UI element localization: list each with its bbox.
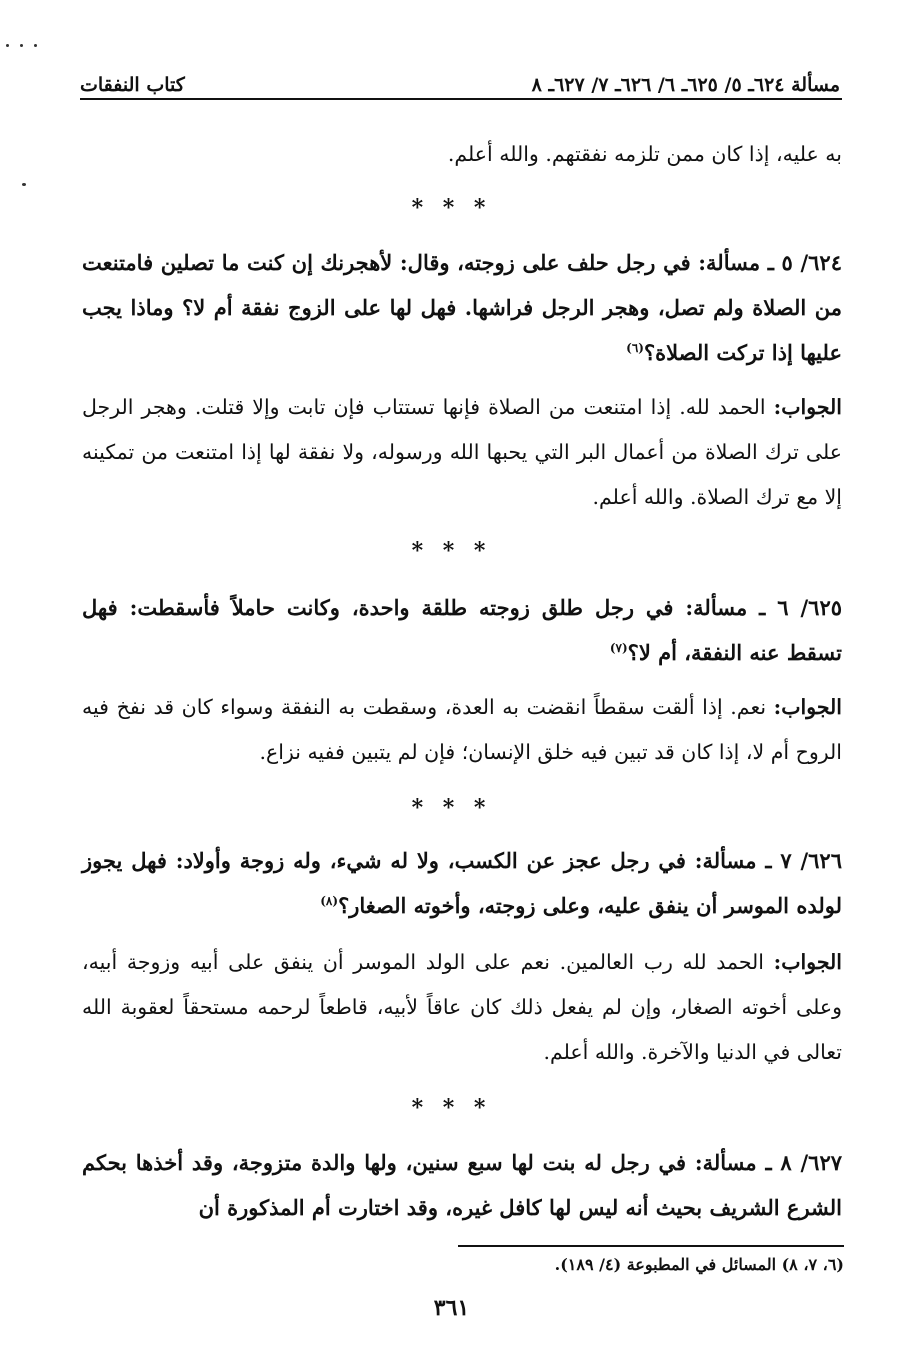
answer-text: الحمد لله رب العالمين. نعم على الولد الموسر أن ينفق على أبيه وزوجة أبيه، وعلى أخوته الصغار، وإن لم يفعل ذلك كان عاقاً لأبيه، قاطعاً لرحمه مستحقاً لعقوبة الله تعالى في الدنيا والآخرة. والله أعلم. [82, 950, 842, 1064]
footnote-divider [458, 1245, 844, 1247]
header-divider [80, 98, 842, 100]
answer-label: الجواب: [773, 395, 842, 419]
answer-625 [82, 685, 842, 775]
answer-624 [82, 385, 842, 520]
section-separator: * * * [411, 538, 492, 564]
question-label: ٦٢٥/ ٦ ـ مسألة: [685, 595, 843, 620]
question-625 [82, 585, 842, 675]
question-624 [82, 240, 842, 375]
scan-speck [20, 44, 23, 47]
footnote: (٦، ٧، ٨) المسائل في المطبوعة (٤/ ١٨٩). [554, 1255, 844, 1274]
running-header [80, 62, 840, 96]
question-text: في رجل عجز عن الكسب، ولا له شيء، وله زوجة وأولاد: فهل يجوز لولده الموسر أن ينفق عليه، وعلى زوجته، وأخوته الصغار؟ [82, 848, 842, 918]
footnote-mark: (٦) [626, 341, 644, 355]
question-label: ٦٢٦/ ٧ ـ مسألة: [694, 848, 842, 873]
section-separator: * * * [411, 1095, 492, 1121]
header-book-title: كتاب النفقات [80, 74, 185, 96]
question-label: ٦٢٤/ ٥ ـ مسألة: [698, 250, 842, 275]
section-separator: * * * [411, 195, 492, 221]
question-label: ٦٢٧/ ٨ ـ مسألة: [694, 1150, 843, 1175]
answer-text: الحمد لله. إذا امتنعت من الصلاة فإنها تستتاب فإن تابت وإلا قتلت. وهجر الرجل على ترك الصلاة من أعمال البر التي يحبها الله ورسوله، ولا نفقة لها إذا امتنعت من تمكينه إلا مع ترك الصلاة. والله أعلم. [82, 395, 842, 509]
question-text: في رجل طلق زوجته طلقة واحدة، وكانت حاملاً فأسقطت: فهل تسقط عنه النفقة، أم لا؟ [82, 595, 842, 665]
scan-speck [22, 183, 26, 186]
page-number: ٣٦١ [433, 1295, 470, 1321]
question-627 [82, 1140, 842, 1230]
question-text: في رجل حلف على زوجته، وقال: لأهجرنك إن كنت ما تصلين فامتنعت من الصلاة ولم تصل، وهجر الرجل فراشها. فهل لها على الزوج نفقة أم لا؟ وماذا يجب عليها إذا تركت الصلاة؟ [82, 250, 842, 365]
header-section-numbers: مسألة ٦٢٤ـ ٥/ ٦٢٥ـ ٦/ ٦٢٦ـ ٧/ ٦٢٧ـ ٨ [531, 74, 840, 96]
scan-speck [34, 44, 37, 47]
intro-text: به عليه، إذا كان ممن تلزمه نفقتهم. والله أعلم. [447, 142, 842, 166]
footnote-mark: (٨) [320, 894, 339, 908]
answer-text: نعم. إذا ألقت سقطاً انقضت به العدة، وسقطت به النفقة وسواء كان قد نفخ فيه الروح أم لا، إذا كان قد تبين فيه خلق الإنسان؛ فإن لم يتبين ففيه نزاع. [82, 695, 842, 764]
answer-label: الجواب: [773, 695, 842, 719]
footnote-mark: (٧) [609, 641, 628, 655]
question-626 [82, 838, 842, 928]
section-separator: * * * [411, 795, 492, 821]
answer-626 [82, 940, 842, 1075]
answer-label: الجواب: [773, 950, 842, 974]
question-text: في رجل له بنت لها سبع سنين، ولها والدة متزوجة، وقد أخذها بحكم الشرع الشريف بحيث أنه ليس لها كافل غيره، وقد اختارت أم المذكورة أن [82, 1150, 842, 1220]
intro-paragraph [82, 132, 842, 177]
scan-speck [6, 44, 9, 47]
